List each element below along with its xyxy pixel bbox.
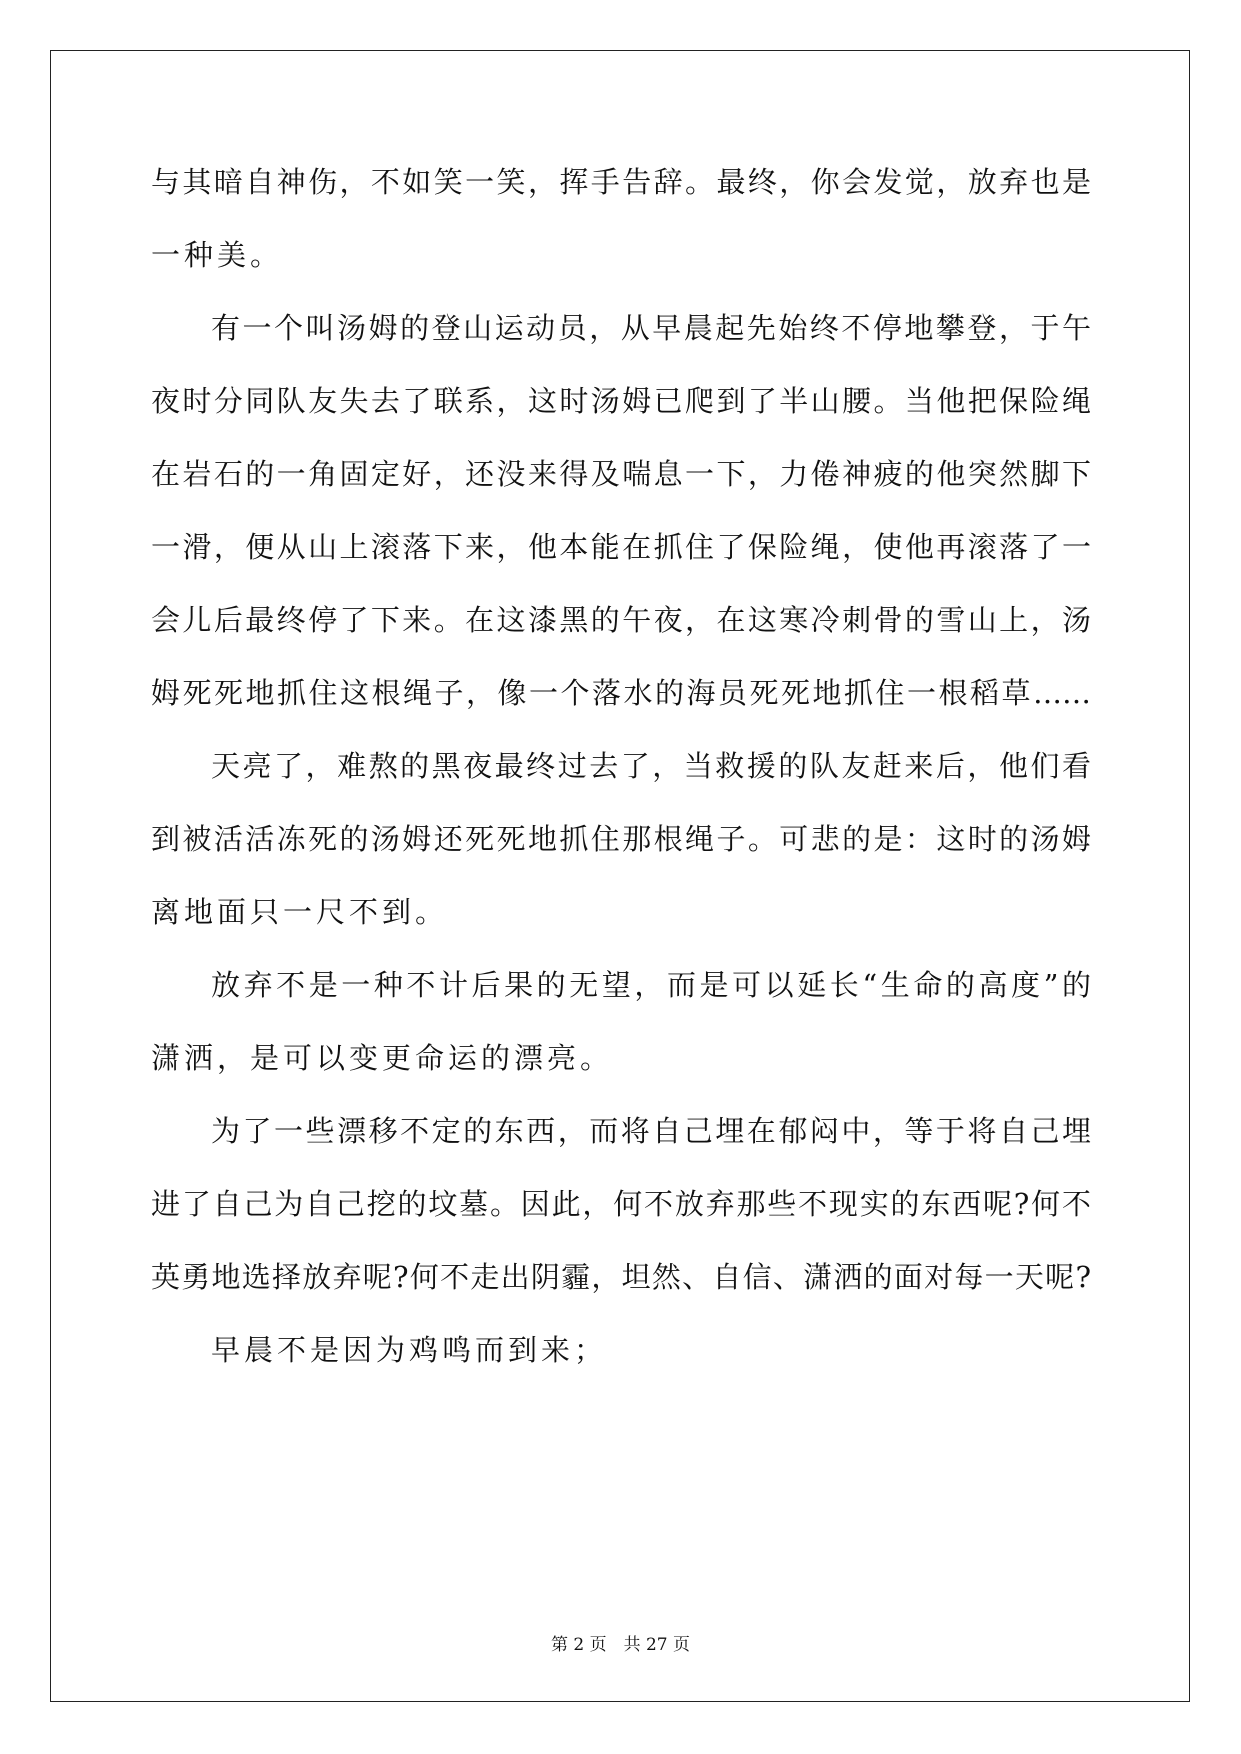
text-line: 早晨不是因为鸡鸣而到来； (211, 1333, 608, 1367)
text-line: 天亮了，难熬的黑夜最终过去了，当救援的队友赶来后，他们看 (211, 749, 1091, 783)
text-line: 一滑，便从山上滚落下来，他本能在抓住了保险绳，使他再滚落了一 (151, 530, 1091, 564)
text-line: 英勇地选择放弃呢?何不走出阴霾，坦然、自信、潇洒的面对每一天呢? (151, 1260, 1091, 1294)
text-line: 为了一些漂移不定的东西，而将自己埋在郁闷中，等于将自己埋 (211, 1114, 1091, 1148)
text-line: 夜时分同队友失去了联系，这时汤姆已爬到了半山腰。当他把保险绳 (151, 384, 1091, 418)
text-line: 进了自己为自己挖的坟墓。因此，何不放弃那些不现实的东西呢?何不 (151, 1187, 1091, 1221)
text-line: 有一个叫汤姆的登山运动员，从早晨起先始终不停地攀登，于午 (211, 311, 1091, 345)
page-number-footer: 第 2 页 共 27 页 (550, 1635, 691, 1655)
text-line: 放弃不是一种不计后果的无望，而是可以延长“生命的高度”的 (211, 968, 1091, 1002)
text-line: 一种美。 (151, 238, 284, 272)
text-line: 姆死死地抓住这根绳子，像一个落水的海员死死地抓住一根稻草…… (151, 676, 1091, 710)
text-line: 会儿后最终停了下来。在这漆黑的午夜，在这寒冷刺骨的雪山上，汤 (151, 603, 1091, 637)
text-line: 离地面只一尺不到。 (151, 895, 449, 929)
text-line: 与其暗自神伤，不如笑一笑，挥手告辞。最终，你会发觉，放弃也是 (151, 165, 1091, 199)
text-line: 在岩石的一角固定好，还没来得及喘息一下，力倦神疲的他突然脚下 (151, 457, 1091, 491)
text-line: 潇洒，是可以变更命运的漂亮。 (151, 1041, 614, 1075)
text-line: 到被活活冻死的汤姆还死死地抓住那根绳子。可悲的是：这时的汤姆 (151, 822, 1091, 856)
